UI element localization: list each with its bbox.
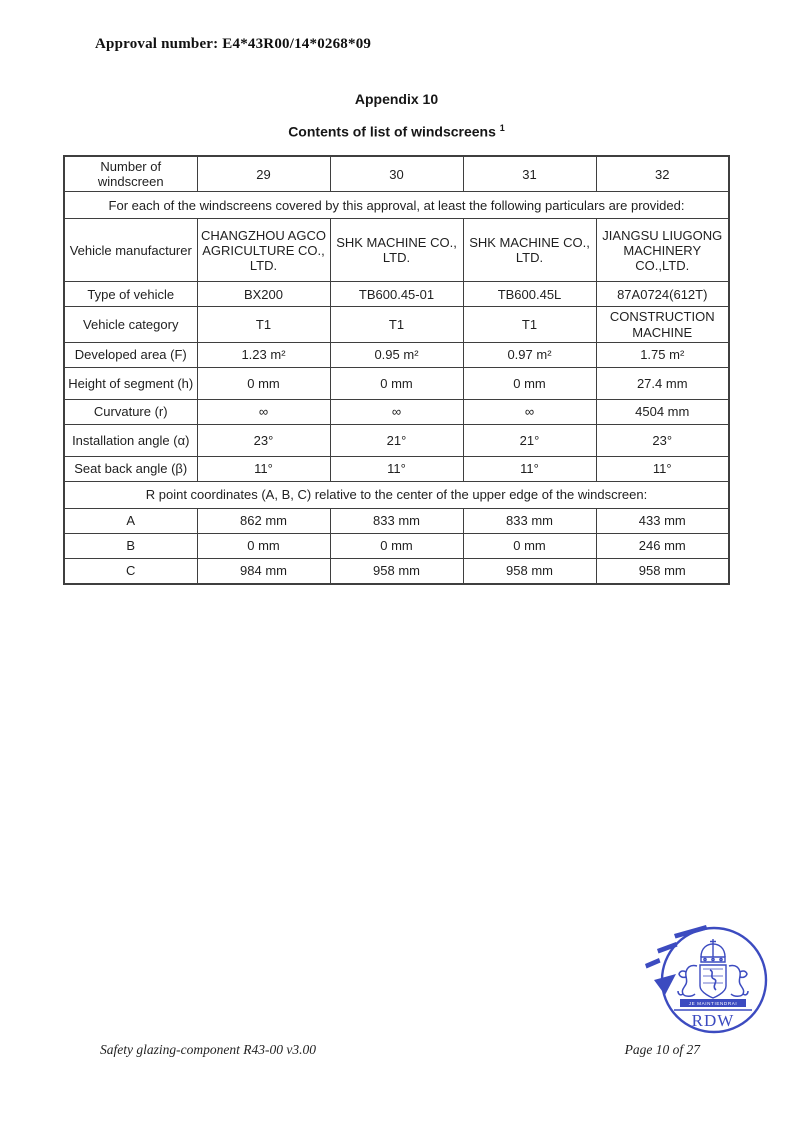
row-label: Curvature (r) [64, 399, 197, 424]
table-row [64, 399, 729, 424]
footer-page-number: Page 10 of 27 [624, 1042, 700, 1057]
note-text: For each of the windscreens covered by this approval, at least the following particulars are provided: [64, 192, 729, 219]
table-cell: CHANGZHOU AGCO AGRICULTURE CO., LTD. [197, 219, 330, 282]
table-cell: 1.75 m² [596, 342, 729, 367]
table-cell: 0 mm [197, 533, 330, 558]
stamp-org-label: RDW [691, 1011, 735, 1030]
column-header: 31 [463, 156, 596, 192]
table-cell: ∞ [463, 399, 596, 424]
rdw-stamp-icon [640, 920, 776, 1038]
table-cell: 0 mm [463, 533, 596, 558]
stamp-motto: JE MAINTIENDRAI [688, 1001, 738, 1006]
row-label: Type of vehicle [64, 282, 197, 307]
table-cell: SHK MACHINE CO., LTD. [330, 219, 463, 282]
column-header: 30 [330, 156, 463, 192]
table-cell: 833 mm [463, 508, 596, 533]
table-cell: 0 mm [463, 367, 596, 399]
table-cell: 11° [330, 456, 463, 481]
table-row [64, 307, 729, 342]
table-cell: SHK MACHINE CO., LTD. [463, 219, 596, 282]
appendix-title: Appendix 10 [354, 91, 439, 107]
row-label: B [64, 533, 197, 558]
table-cell: T1 [463, 307, 596, 342]
table-cell: T1 [330, 307, 463, 342]
table-cell: 87A0724(612T) [596, 282, 729, 307]
table-row [64, 533, 729, 558]
table-cell: 833 mm [330, 508, 463, 533]
table-cell: 4504 mm [596, 399, 729, 424]
table-cell: 0.97 m² [463, 342, 596, 367]
table-cell: TB600.45L [463, 282, 596, 307]
table-cell: 11° [197, 456, 330, 481]
table-cell: JIANGSU LIUGONG MACHINERY CO.,LTD. [596, 219, 729, 282]
table-cell: 21° [330, 424, 463, 456]
table-cell: 862 mm [197, 508, 330, 533]
row-label: Vehicle category [64, 307, 197, 342]
row-label: Developed area (F) [64, 342, 197, 367]
table-title-superscript: 1 [499, 123, 505, 133]
row-label: A [64, 508, 197, 533]
table-title-text: Contents of list of windscreens [288, 123, 496, 140]
table-cell: 958 mm [596, 558, 729, 584]
table-cell: 11° [463, 456, 596, 481]
table-cell: 0 mm [330, 367, 463, 399]
column-header: 29 [197, 156, 330, 192]
table-row [64, 342, 729, 367]
row-label: Height of segment (h) [64, 367, 197, 399]
footer-document-version: Safety glazing-component R43-00 v3.00 [100, 1042, 316, 1057]
table-cell: 0 mm [197, 367, 330, 399]
row-label: Vehicle manufacturer [64, 219, 197, 282]
table-cell: 0 mm [330, 533, 463, 558]
table-cell: 984 mm [197, 558, 330, 584]
table-cell: 27.4 mm [596, 367, 729, 399]
table-row [64, 508, 729, 533]
table-cell: ∞ [197, 399, 330, 424]
table-header-row [64, 156, 729, 192]
table-cell: 246 mm [596, 533, 729, 558]
table-row [64, 558, 729, 584]
table-cell: 11° [596, 456, 729, 481]
windscreen-table [63, 155, 730, 585]
table-title [0, 123, 793, 140]
r-point-text: R point coordinates (A, B, C) relative to the center of the upper edge of the windscreen: [64, 481, 729, 508]
page-footer [0, 1042, 793, 1058]
table-cell: 23° [197, 424, 330, 456]
table-row [64, 367, 729, 399]
table-cell: 958 mm [330, 558, 463, 584]
row-label: Number of windscreen [64, 156, 197, 192]
r-point-row [64, 481, 729, 508]
note-row [64, 192, 729, 219]
table-cell: TB600.45-01 [330, 282, 463, 307]
row-label: C [64, 558, 197, 584]
table-row [64, 456, 729, 481]
table-cell: BX200 [197, 282, 330, 307]
table-cell: 23° [596, 424, 729, 456]
column-header: 32 [596, 156, 729, 192]
table-cell: T1 [197, 307, 330, 342]
table-cell: 433 mm [596, 508, 729, 533]
table-row [64, 282, 729, 307]
table-cell: ∞ [330, 399, 463, 424]
table-cell: CONSTRUCTION MACHINE [596, 307, 729, 342]
row-label: Installation angle (α) [64, 424, 197, 456]
table-cell: 0.95 m² [330, 342, 463, 367]
table-row [64, 424, 729, 456]
table-row [64, 219, 729, 282]
row-label: Seat back angle (β) [64, 456, 197, 481]
table-cell: 1.23 m² [197, 342, 330, 367]
table-cell: 21° [463, 424, 596, 456]
table-cell: 958 mm [463, 558, 596, 584]
approval-number: Approval number: E4*43R00/14*0268*09 [95, 36, 372, 52]
